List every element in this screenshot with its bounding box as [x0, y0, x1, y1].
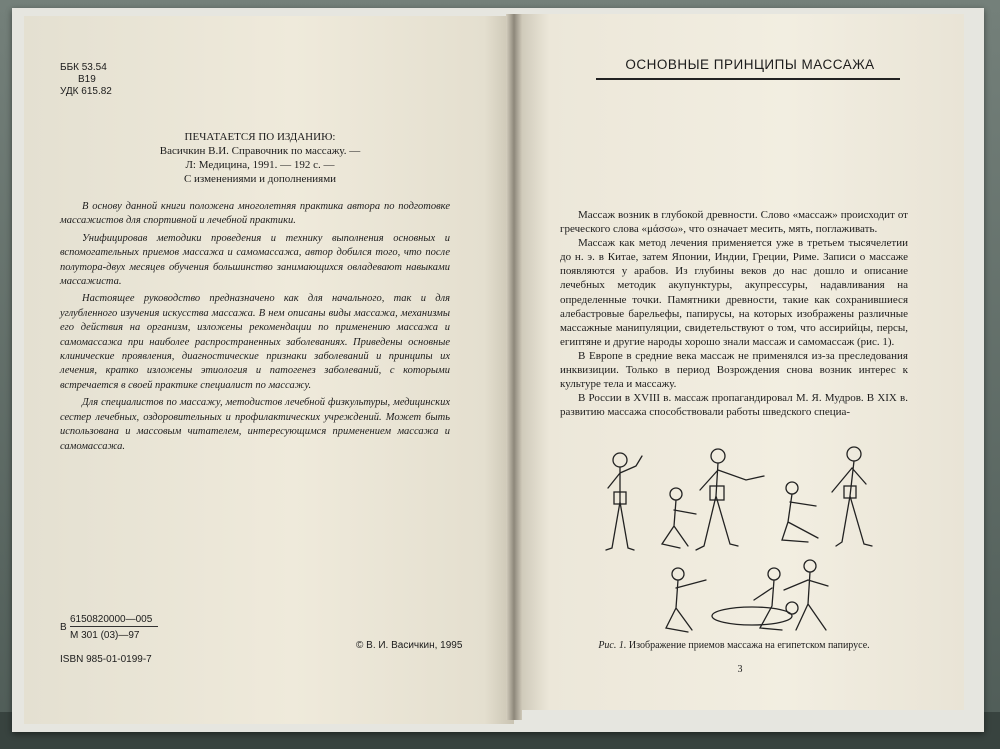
kneeling-figure [662, 488, 696, 548]
bottom-group [666, 560, 828, 632]
figure-caption [560, 640, 908, 651]
standing-figure [606, 453, 642, 550]
imprint-heading: ПЕЧАТАЕТСЯ ПО ИЗДАНИЮ: [184, 131, 336, 143]
annotation-paragraph: Для специалистов по массажу, методистов лечебной физкультуры, медицинских сестер лечебных, оздоровительных и профилактических учреждений. Может быть использована и массовым читателем, интересующимся применением массажа и самомассажа. [60, 397, 450, 452]
body-paragraph: Массаж возник в глубокой древности. Слово «массаж» происходит от греческого слова «μάσσω», что означает месить, мять, поглаживать. [560, 209, 908, 236]
page-number: 3 [737, 664, 743, 675]
copyright: © В. И. Васичкин, 1995 [356, 640, 463, 651]
udk-code: УДК 615.82 [60, 86, 112, 97]
imprint-line: С изменениями и дополнениями [183, 173, 337, 185]
central-figure [696, 449, 764, 550]
code-series: М 301 (03)—97 [70, 630, 140, 641]
bbk-code: ББК 53.54 [60, 62, 107, 73]
chapter-title: ОСНОВНЫЕ ПРИНЦИПЫ МАССАЖА [625, 57, 875, 72]
annotation-paragraph: Настоящее руководство предназначено как для начального, так и для углубленного изучения искусства массажа. В нем описаны виды массажа, механизмы его действия на организм, изложены рекомендации по применению массажа и самомассажа при наиболее распространенных заболеваниях. Приведены основные клинические проявления, диагностические признаки заболеваний и принципы их лечения, кратко изложены этиология и патогенез заболеваний, с которыми встречается в своей практике специалист по массажу. [60, 293, 450, 391]
body-paragraph: В Европе в средние века массаж не применялся из-за преследования инквизиции. Только в период Возрождения снова возник интерес к культуре тела и массажу. [560, 349, 908, 391]
author-mark: В19 [78, 74, 96, 85]
annotation-paragraph: В основу данной книги положена многолетняя практика автора по подготовке массажистов для спортивной и лечебной практики. [60, 201, 450, 227]
body-paragraph: Массаж как метод лечения применяется уже в третьем тысячелетии до н. э. в Китае, затем Японии, Индии, Греции, Риме. Записи о массаже появляются у арабов. Из глубины веков до нас дошло и описание лечебных методик акупунктуры, акупрессуры, надавливания на определенные точки. Памятники древности, такие как сохранившиеся алебастровые барельефы, папирусы, на которых изображены различные массажные манипуляции, свидетельствуют о том, что ассирийцы, персы, египтяне и другие народы хорошо знали массаж и самомассаж (рис. 1). [560, 237, 908, 348]
figure-caption-text: Изображение приемов массажа на египетском папирусе. [628, 640, 870, 651]
code-letter: В [60, 622, 67, 633]
code-number: 6150820000—005 [70, 614, 158, 627]
imprint-line: Васичкин В.И. Справочник по массажу. — [159, 145, 361, 157]
body-paragraph: В России в XVIII в. массаж пропагандировал М. Я. Мудров. В XIX в. развитию массажа способствовали работы шведского специа- [560, 392, 908, 419]
imprint-block [110, 130, 410, 186]
seated-figure [782, 482, 818, 542]
chapter-body [560, 208, 908, 419]
figure-number: Рис. 1. [598, 640, 627, 651]
imprint-line: Л: Медицина, 1991. — 192 с. — [185, 159, 335, 171]
egyptian-papyrus-illustration [596, 440, 896, 640]
annotation-text [60, 200, 450, 457]
annotation-paragraph: Унифицировав методики проведения и технику выполнения основных и вспомогательных приемов массажа и самомассажа, автор добился того, что после полутора-двух месяцев обучения большинство занимающихся овладевают навыками массажиста. [60, 232, 450, 288]
leaning-figure [832, 447, 872, 546]
book-spine [506, 14, 522, 720]
title-rule [596, 78, 900, 80]
isbn: ISBN 985-01-0199-7 [60, 654, 152, 665]
